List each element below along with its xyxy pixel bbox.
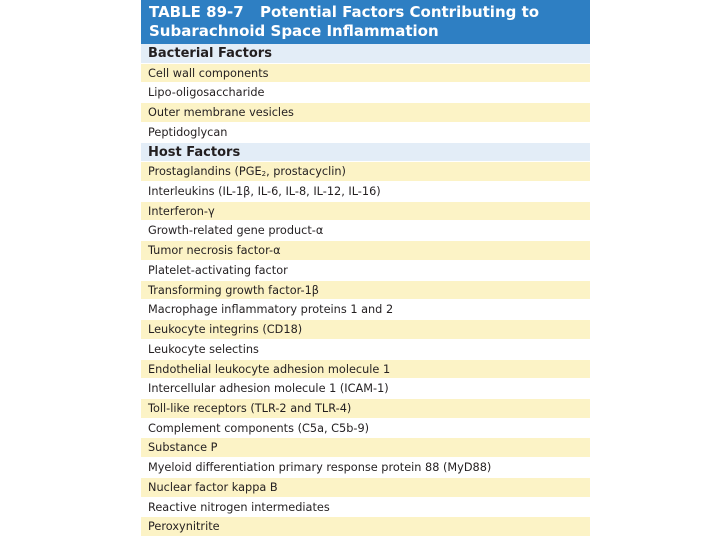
table-row: Leukocyte integrins (CD18)	[141, 320, 590, 340]
table-row: Cell wall components	[141, 64, 590, 84]
table-row: Platelet-activating factor	[141, 261, 590, 281]
section-heading: Bacterial Factors	[141, 44, 590, 64]
table-body	[141, 44, 590, 537]
table-row: Toll-like receptors (TLR-2 and TLR-4)	[141, 399, 590, 419]
table-row: Growth-related gene product-α	[141, 221, 590, 241]
table-row: Tumor necrosis factor-α	[141, 241, 590, 261]
table-number: TABLE 89-7	[149, 3, 244, 21]
table-row: Interleukins (IL-1β, IL-6, IL-8, IL-12, IL-16)	[141, 182, 590, 202]
table-row: Leukocyte selectins	[141, 340, 590, 360]
table-row: Lipo-oligosaccharide	[141, 83, 590, 103]
table-row: Substance P	[141, 438, 590, 458]
table-row: Peroxynitrite	[141, 517, 590, 537]
table-row: Myeloid differentiation primary response protein 88 (MyD88)	[141, 458, 590, 478]
table-row: Endothelial leukocyte adhesion molecule 1	[141, 360, 590, 380]
factors-table	[141, 0, 590, 537]
table-row: Intercellular adhesion molecule 1 (ICAM-1)	[141, 379, 590, 399]
table-row: Peptidoglycan	[141, 123, 590, 143]
table-title-line1: Potential Factors Contributing to	[260, 3, 540, 21]
table-row: Prostaglandins ($PGE_2$, prostacyclin)	[141, 162, 590, 182]
table-row: Transforming growth factor-1β	[141, 281, 590, 301]
table-row: Reactive nitrogen intermediates	[141, 498, 590, 518]
table-row: Outer membrane vesicles	[141, 103, 590, 123]
table-row: Complement components (C5a, C5b-9)	[141, 419, 590, 439]
table-row: Interferon-γ	[141, 202, 590, 222]
table-row: Macrophage inflammatory proteins 1 and 2	[141, 300, 590, 320]
table-row: Nuclear factor kappa B	[141, 478, 590, 498]
section-heading: Host Factors	[141, 143, 590, 163]
table-title-line2: Subarachnoid Space Inflammation	[149, 22, 439, 40]
table-title-bar	[141, 0, 590, 44]
